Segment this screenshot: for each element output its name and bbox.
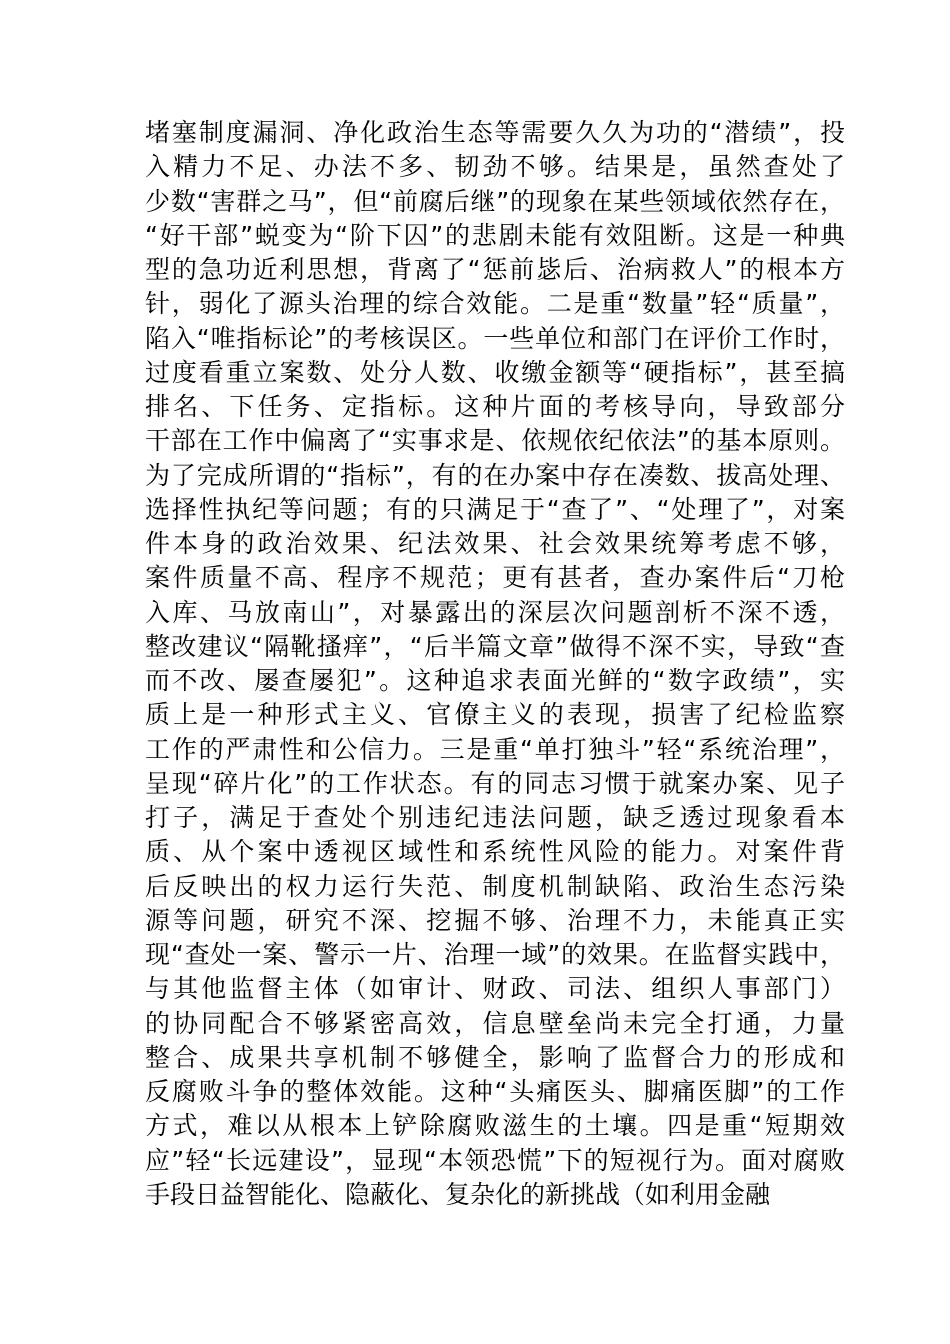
- body-text: [145, 116, 845, 1212]
- text-line: 的协同配合不够紧密高效，信息壁垒尚未完全打通，力量: [145, 1008, 845, 1038]
- text-line: 针，弱化了源头治理的综合效能。二是重“数量”轻“质量”，: [145, 289, 845, 319]
- text-line: 反腐败斗争的整体效能。这种“头痛医头、脚痛医脚”的工作: [145, 1077, 845, 1106]
- text-line: 排名、下任务、定指标。这种片面的考核导向，导致部分: [145, 392, 845, 421]
- text-line: 为了完成所谓的“指标”，有的在办案中存在凑数、拔高处理、: [145, 460, 845, 490]
- text-line: 与其他监督主体（如审计、财政、司法、组织人事部门）: [145, 974, 845, 1004]
- text-line: “好干部”蜕变为“阶下囚”的悲剧未能有效阻断。这是一种典: [145, 220, 845, 250]
- text-line: 后反映出的权力运行失范、制度机制缺陷、政治生态污染: [145, 871, 845, 901]
- text-line: 案件质量不高、程序不规范；更有甚者，查办案件后“刀枪: [145, 563, 845, 593]
- text-line: 源等问题，研究不深、挖掘不够、治理不力，未能真正实: [145, 905, 845, 935]
- text-line: 现“查处一案、警示一片、治理一域”的效果。在监督实践中，: [145, 940, 845, 969]
- text-line: 型的急功近利思想，背离了“惩前毖后、治病救人”的根本方: [145, 255, 845, 284]
- text-line: 而不改、屡查屡犯”。这种追求表面光鲜的“数字政绩”，实: [145, 666, 845, 695]
- text-line: 少数“害群之马”，但“前腐后继”的现象在某些领域依然存在，: [145, 186, 845, 216]
- text-line: 堵塞制度漏洞、净化政治生态等需要久久为功的“潜绩”，投: [145, 118, 845, 147]
- text-line: 干部在工作中偏离了“实事求是、依规依纪依法”的基本原则。: [145, 426, 845, 456]
- text-line: 质上是一种形式主义、官僚主义的表现，损害了纪检监察: [145, 700, 845, 730]
- text-line: 质、从个案中透视区域性和系统性风险的能力。对案件背: [145, 837, 845, 867]
- text-line: 方式，难以从根本上铲除腐败滋生的土壤。四是重“短期效: [145, 1111, 845, 1141]
- text-line: 入精力不足、办法不多、韧劲不够。结果是，虽然查处了: [145, 152, 845, 182]
- text-line: 选择性执纪等问题；有的只满足于“查了”、“处理了”，对案: [145, 494, 845, 524]
- text-line: 手段日益智能化、隐蔽化、复杂化的新挑战（如利用金融: [145, 1179, 771, 1209]
- text-line: 整合、成果共享机制不够健全，影响了监督合力的形成和: [145, 1042, 845, 1072]
- text-line: 件本身的政治效果、纪法效果、社会效果统筹考虑不够，: [145, 529, 845, 558]
- text-line: 整改建议“隔靴搔痒”，“后半篇文章”做得不深不实，导致“查: [145, 631, 845, 661]
- text-line: 过度看重立案数、处分人数、收缴金额等“硬指标”，甚至搞: [145, 357, 845, 387]
- text-line: 打子，满足于查处个别违纪违法问题，缺乏透过现象看本: [145, 803, 845, 832]
- text-line: 入库、马放南山”，对暴露出的深层次问题剖析不深不透，: [145, 597, 845, 627]
- text-line: 呈现“碎片化”的工作状态。有的同志习惯于就案办案、见子: [145, 768, 845, 798]
- text-line: 工作的严肃性和公信力。三是重“单打独斗”轻“系统治理”，: [145, 734, 845, 764]
- text-line: 应”轻“长远建设”，显现“本领恐慌”下的短视行为。面对腐败: [145, 1145, 845, 1175]
- text-line: 陷入“唯指标论”的考核误区。一些单位和部门在评价工作时，: [145, 323, 845, 353]
